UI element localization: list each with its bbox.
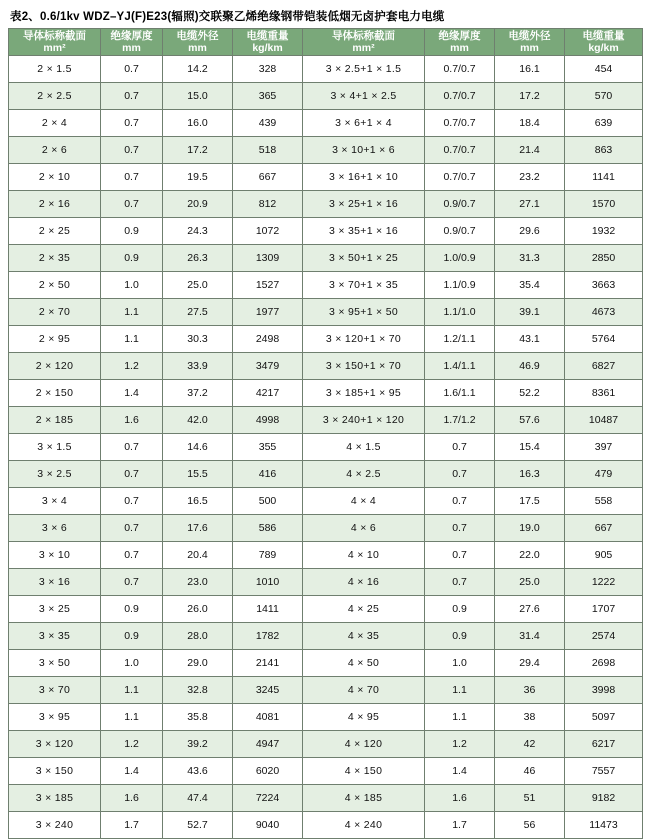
- cell-cable-diameter-2: 38: [495, 704, 565, 731]
- cell-cable-diameter-2: 19.0: [495, 515, 565, 542]
- cell-cable-weight-1: 328: [233, 56, 303, 83]
- cell-insulation-thickness-2: 0.7/0.7: [425, 164, 495, 191]
- cell-cable-weight-2: 905: [565, 542, 643, 569]
- cell-insulation-thickness-1: 1.0: [101, 272, 163, 299]
- cell-insulation-thickness-1: 0.7: [101, 83, 163, 110]
- cell-cable-diameter-1: 15.5: [163, 461, 233, 488]
- cell-insulation-thickness-1: 1.0: [101, 650, 163, 677]
- cell-cable-weight-1: 4217: [233, 380, 303, 407]
- cell-cable-diameter-2: 21.4: [495, 137, 565, 164]
- cell-conductor-section-2: 4 × 185: [303, 785, 425, 812]
- cell-cable-weight-2: 639: [565, 110, 643, 137]
- cell-conductor-section-2: 3 × 150+1 × 70: [303, 353, 425, 380]
- cell-conductor-section-2: 3 × 95+1 × 50: [303, 299, 425, 326]
- table-row: [9, 542, 643, 569]
- cell-cable-weight-1: 518: [233, 137, 303, 164]
- cell-insulation-thickness-1: 0.7: [101, 137, 163, 164]
- cell-cable-diameter-2: 57.6: [495, 407, 565, 434]
- cell-cable-weight-1: 365: [233, 83, 303, 110]
- table-row: [9, 245, 643, 272]
- cell-insulation-thickness-1: 0.7: [101, 515, 163, 542]
- cell-cable-weight-1: 1072: [233, 218, 303, 245]
- cell-cable-weight-2: 667: [565, 515, 643, 542]
- cell-conductor-section-1: 3 × 240: [9, 812, 101, 839]
- cell-cable-weight-1: 2141: [233, 650, 303, 677]
- cell-cable-diameter-1: 42.0: [163, 407, 233, 434]
- table-row: [9, 461, 643, 488]
- cell-insulation-thickness-1: 1.7: [101, 812, 163, 839]
- cell-cable-weight-2: 2574: [565, 623, 643, 650]
- cell-insulation-thickness-1: 1.4: [101, 380, 163, 407]
- cell-insulation-thickness-2: 1.0/0.9: [425, 245, 495, 272]
- cell-cable-weight-1: 355: [233, 434, 303, 461]
- cell-cable-weight-1: 7224: [233, 785, 303, 812]
- cell-conductor-section-2: 3 × 6+1 × 4: [303, 110, 425, 137]
- cell-cable-diameter-2: 25.0: [495, 569, 565, 596]
- cell-conductor-section-2: 3 × 50+1 × 25: [303, 245, 425, 272]
- column-header-cable-weight-1: 电缆重量 kg/km: [233, 29, 303, 56]
- cell-conductor-section-1: 3 × 35: [9, 623, 101, 650]
- cell-cable-diameter-1: 30.3: [163, 326, 233, 353]
- cell-cable-diameter-2: 16.1: [495, 56, 565, 83]
- cell-insulation-thickness-1: 1.4: [101, 758, 163, 785]
- cell-insulation-thickness-1: 0.7: [101, 569, 163, 596]
- cell-cable-diameter-2: 29.4: [495, 650, 565, 677]
- cell-cable-diameter-1: 16.5: [163, 488, 233, 515]
- cell-cable-weight-2: 570: [565, 83, 643, 110]
- cell-conductor-section-2: 3 × 120+1 × 70: [303, 326, 425, 353]
- cell-insulation-thickness-2: 0.7: [425, 515, 495, 542]
- cell-cable-diameter-1: 14.2: [163, 56, 233, 83]
- table-header: [9, 29, 643, 56]
- cell-cable-weight-1: 812: [233, 191, 303, 218]
- cell-conductor-section-1: 2 × 16: [9, 191, 101, 218]
- cell-insulation-thickness-1: 0.9: [101, 218, 163, 245]
- cell-conductor-section-2: 4 × 1.5: [303, 434, 425, 461]
- cell-conductor-section-2: 3 × 70+1 × 35: [303, 272, 425, 299]
- cell-conductor-section-1: 3 × 2.5: [9, 461, 101, 488]
- cell-conductor-section-1: 3 × 10: [9, 542, 101, 569]
- cell-insulation-thickness-2: 1.6: [425, 785, 495, 812]
- cell-cable-weight-1: 1977: [233, 299, 303, 326]
- cell-cable-weight-2: 1707: [565, 596, 643, 623]
- table-row: [9, 434, 643, 461]
- cell-cable-weight-1: 439: [233, 110, 303, 137]
- cell-conductor-section-1: 2 × 4: [9, 110, 101, 137]
- cell-cable-weight-1: 3245: [233, 677, 303, 704]
- cell-insulation-thickness-2: 1.7: [425, 812, 495, 839]
- cell-cable-diameter-2: 36: [495, 677, 565, 704]
- cell-insulation-thickness-2: 0.9/0.7: [425, 218, 495, 245]
- cell-cable-weight-2: 2698: [565, 650, 643, 677]
- cell-cable-diameter-2: 17.2: [495, 83, 565, 110]
- cell-cable-diameter-1: 17.2: [163, 137, 233, 164]
- table-row: [9, 731, 643, 758]
- cell-conductor-section-1: 2 × 25: [9, 218, 101, 245]
- cell-cable-diameter-2: 43.1: [495, 326, 565, 353]
- cell-conductor-section-2: 3 × 2.5+1 × 1.5: [303, 56, 425, 83]
- cell-insulation-thickness-2: 0.9: [425, 596, 495, 623]
- cell-conductor-section-1: 2 × 95: [9, 326, 101, 353]
- table-row: [9, 380, 643, 407]
- table-header-row: [9, 29, 643, 56]
- table-body: [9, 56, 643, 839]
- cell-cable-diameter-1: 39.2: [163, 731, 233, 758]
- cell-conductor-section-1: 2 × 1.5: [9, 56, 101, 83]
- cell-insulation-thickness-2: 1.4: [425, 758, 495, 785]
- cell-cable-weight-2: 4673: [565, 299, 643, 326]
- cell-insulation-thickness-1: 0.7: [101, 461, 163, 488]
- cell-insulation-thickness-2: 1.1: [425, 704, 495, 731]
- table-row: [9, 758, 643, 785]
- cell-conductor-section-2: 4 × 25: [303, 596, 425, 623]
- cell-cable-diameter-2: 31.4: [495, 623, 565, 650]
- table-caption: 表2、0.6/1kv WDZ–YJ(F)E23(辐照)交联聚乙烯绝缘钢带铠装低烟无卤护套电力电缆: [10, 11, 445, 23]
- cell-conductor-section-1: 2 × 120: [9, 353, 101, 380]
- cell-conductor-section-1: 2 × 2.5: [9, 83, 101, 110]
- cell-conductor-section-1: 3 × 6: [9, 515, 101, 542]
- column-header-conductor-section-1: 导体标称截面 mm²: [9, 29, 101, 56]
- table-row: [9, 812, 643, 839]
- cell-insulation-thickness-1: 0.9: [101, 596, 163, 623]
- cell-conductor-section-1: 3 × 185: [9, 785, 101, 812]
- cell-insulation-thickness-2: 0.7/0.7: [425, 83, 495, 110]
- cell-cable-weight-1: 416: [233, 461, 303, 488]
- table-row: [9, 407, 643, 434]
- cell-cable-diameter-2: 27.1: [495, 191, 565, 218]
- cell-conductor-section-1: 2 × 50: [9, 272, 101, 299]
- table-row: [9, 326, 643, 353]
- column-header-cable-diameter-2: 电缆外径 mm: [495, 29, 565, 56]
- cell-conductor-section-1: 3 × 70: [9, 677, 101, 704]
- cell-cable-weight-2: 479: [565, 461, 643, 488]
- cell-cable-diameter-2: 15.4: [495, 434, 565, 461]
- cell-cable-weight-1: 9040: [233, 812, 303, 839]
- cell-cable-weight-2: 1932: [565, 218, 643, 245]
- cell-conductor-section-2: 4 × 120: [303, 731, 425, 758]
- cell-insulation-thickness-2: 0.7/0.7: [425, 56, 495, 83]
- cell-insulation-thickness-1: 1.2: [101, 731, 163, 758]
- cell-conductor-section-2: 4 × 240: [303, 812, 425, 839]
- cell-cable-weight-2: 8361: [565, 380, 643, 407]
- cell-cable-weight-2: 3663: [565, 272, 643, 299]
- cell-cable-diameter-1: 33.9: [163, 353, 233, 380]
- cell-cable-diameter-1: 43.6: [163, 758, 233, 785]
- cell-cable-weight-1: 789: [233, 542, 303, 569]
- cell-cable-weight-1: 1309: [233, 245, 303, 272]
- cell-cable-diameter-2: 46.9: [495, 353, 565, 380]
- cell-cable-weight-2: 10487: [565, 407, 643, 434]
- table-row: [9, 272, 643, 299]
- cell-insulation-thickness-2: 1.2: [425, 731, 495, 758]
- cell-cable-diameter-1: 23.0: [163, 569, 233, 596]
- cell-cable-diameter-2: 46: [495, 758, 565, 785]
- cell-conductor-section-1: 3 × 50: [9, 650, 101, 677]
- cell-cable-diameter-2: 29.6: [495, 218, 565, 245]
- cell-insulation-thickness-2: 0.7: [425, 569, 495, 596]
- cell-insulation-thickness-2: 1.1/1.0: [425, 299, 495, 326]
- cell-cable-diameter-1: 15.0: [163, 83, 233, 110]
- table-row: [9, 137, 643, 164]
- cell-cable-diameter-2: 17.5: [495, 488, 565, 515]
- cell-cable-diameter-1: 26.0: [163, 596, 233, 623]
- table-row: [9, 299, 643, 326]
- table-row: [9, 56, 643, 83]
- cell-conductor-section-2: 4 × 6: [303, 515, 425, 542]
- cell-cable-weight-1: 4081: [233, 704, 303, 731]
- cell-cable-weight-1: 1010: [233, 569, 303, 596]
- cell-conductor-section-1: 3 × 95: [9, 704, 101, 731]
- cell-cable-diameter-2: 39.1: [495, 299, 565, 326]
- cell-cable-diameter-1: 16.0: [163, 110, 233, 137]
- cell-cable-diameter-1: 35.8: [163, 704, 233, 731]
- cell-insulation-thickness-2: 1.6/1.1: [425, 380, 495, 407]
- cell-conductor-section-1: 2 × 70: [9, 299, 101, 326]
- cell-cable-weight-1: 3479: [233, 353, 303, 380]
- column-header-insulation-thickness-1: 绝缘厚度 mm: [101, 29, 163, 56]
- cell-conductor-section-2: 3 × 240+1 × 120: [303, 407, 425, 434]
- cell-conductor-section-2: 4 × 4: [303, 488, 425, 515]
- cell-conductor-section-1: 2 × 6: [9, 137, 101, 164]
- cell-cable-diameter-1: 24.3: [163, 218, 233, 245]
- cell-cable-weight-2: 5764: [565, 326, 643, 353]
- cell-cable-diameter-1: 27.5: [163, 299, 233, 326]
- table-row: [9, 218, 643, 245]
- cell-insulation-thickness-1: 0.7: [101, 488, 163, 515]
- cell-cable-weight-2: 454: [565, 56, 643, 83]
- cell-cable-weight-2: 397: [565, 434, 643, 461]
- cell-conductor-section-2: 4 × 150: [303, 758, 425, 785]
- table-row: [9, 677, 643, 704]
- cell-conductor-section-1: 3 × 16: [9, 569, 101, 596]
- cell-insulation-thickness-2: 0.7: [425, 542, 495, 569]
- cell-conductor-section-1: 3 × 150: [9, 758, 101, 785]
- cell-cable-diameter-1: 20.9: [163, 191, 233, 218]
- cell-cable-weight-2: 2850: [565, 245, 643, 272]
- cell-insulation-thickness-1: 1.1: [101, 704, 163, 731]
- cell-insulation-thickness-1: 0.7: [101, 191, 163, 218]
- cell-cable-diameter-1: 17.6: [163, 515, 233, 542]
- cell-insulation-thickness-1: 0.7: [101, 164, 163, 191]
- cell-cable-weight-2: 1222: [565, 569, 643, 596]
- column-header-cable-diameter-1: 电缆外径 mm: [163, 29, 233, 56]
- cell-insulation-thickness-1: 0.7: [101, 56, 163, 83]
- cell-insulation-thickness-2: 1.1: [425, 677, 495, 704]
- cell-cable-diameter-2: 42: [495, 731, 565, 758]
- table-row: [9, 515, 643, 542]
- cell-cable-diameter-2: 22.0: [495, 542, 565, 569]
- cell-conductor-section-1: 3 × 120: [9, 731, 101, 758]
- column-header-insulation-thickness-2: 绝缘厚度 mm: [425, 29, 495, 56]
- cell-insulation-thickness-1: 0.7: [101, 110, 163, 137]
- cell-conductor-section-2: 3 × 4+1 × 2.5: [303, 83, 425, 110]
- cell-cable-weight-1: 1782: [233, 623, 303, 650]
- cell-conductor-section-2: 4 × 10: [303, 542, 425, 569]
- table-row: [9, 83, 643, 110]
- cell-cable-diameter-1: 28.0: [163, 623, 233, 650]
- cell-cable-diameter-1: 26.3: [163, 245, 233, 272]
- cell-cable-weight-2: 11473: [565, 812, 643, 839]
- cell-cable-weight-1: 4998: [233, 407, 303, 434]
- cell-insulation-thickness-2: 1.0: [425, 650, 495, 677]
- cell-conductor-section-1: 3 × 4: [9, 488, 101, 515]
- cell-insulation-thickness-1: 1.6: [101, 785, 163, 812]
- cell-insulation-thickness-2: 0.9: [425, 623, 495, 650]
- table-row: [9, 704, 643, 731]
- column-header-cable-weight-2: 电缆重量 kg/km: [565, 29, 643, 56]
- cell-cable-weight-2: 1570: [565, 191, 643, 218]
- cell-conductor-section-1: 2 × 150: [9, 380, 101, 407]
- cell-cable-weight-1: 586: [233, 515, 303, 542]
- cell-insulation-thickness-2: 0.7/0.7: [425, 110, 495, 137]
- cell-conductor-section-2: 3 × 25+1 × 16: [303, 191, 425, 218]
- cell-cable-weight-1: 667: [233, 164, 303, 191]
- table-row: [9, 596, 643, 623]
- table-row: [9, 110, 643, 137]
- cell-cable-weight-1: 4947: [233, 731, 303, 758]
- cell-insulation-thickness-2: 1.4/1.1: [425, 353, 495, 380]
- cell-cable-diameter-1: 52.7: [163, 812, 233, 839]
- cell-cable-diameter-1: 25.0: [163, 272, 233, 299]
- cell-cable-weight-2: 1141: [565, 164, 643, 191]
- cell-conductor-section-2: 3 × 10+1 × 6: [303, 137, 425, 164]
- cell-conductor-section-2: 4 × 50: [303, 650, 425, 677]
- cell-cable-weight-1: 1527: [233, 272, 303, 299]
- cell-insulation-thickness-2: 0.7/0.7: [425, 137, 495, 164]
- cell-cable-weight-1: 6020: [233, 758, 303, 785]
- cell-cable-diameter-1: 19.5: [163, 164, 233, 191]
- cell-insulation-thickness-2: 1.2/1.1: [425, 326, 495, 353]
- cell-cable-weight-2: 558: [565, 488, 643, 515]
- cell-cable-diameter-2: 51: [495, 785, 565, 812]
- cell-cable-weight-1: 2498: [233, 326, 303, 353]
- cell-insulation-thickness-2: 0.7: [425, 461, 495, 488]
- cell-conductor-section-2: 3 × 16+1 × 10: [303, 164, 425, 191]
- cell-conductor-section-1: 2 × 10: [9, 164, 101, 191]
- cell-cable-diameter-2: 27.6: [495, 596, 565, 623]
- cell-insulation-thickness-2: 1.7/1.2: [425, 407, 495, 434]
- cell-insulation-thickness-2: 0.9/0.7: [425, 191, 495, 218]
- table-row: [9, 650, 643, 677]
- cell-insulation-thickness-1: 1.1: [101, 299, 163, 326]
- cell-cable-weight-2: 9182: [565, 785, 643, 812]
- cell-cable-diameter-2: 23.2: [495, 164, 565, 191]
- cell-cable-weight-2: 3998: [565, 677, 643, 704]
- cell-insulation-thickness-1: 1.2: [101, 353, 163, 380]
- cell-cable-diameter-1: 29.0: [163, 650, 233, 677]
- cell-cable-diameter-2: 16.3: [495, 461, 565, 488]
- cell-cable-diameter-2: 52.2: [495, 380, 565, 407]
- cell-cable-diameter-1: 47.4: [163, 785, 233, 812]
- cell-cable-diameter-1: 14.6: [163, 434, 233, 461]
- cell-cable-diameter-2: 31.3: [495, 245, 565, 272]
- table-row: [9, 191, 643, 218]
- cell-insulation-thickness-2: 1.1/0.9: [425, 272, 495, 299]
- cell-cable-weight-1: 1411: [233, 596, 303, 623]
- cell-cable-weight-2: 863: [565, 137, 643, 164]
- table-row: [9, 623, 643, 650]
- cell-insulation-thickness-1: 0.7: [101, 434, 163, 461]
- cell-conductor-section-2: 3 × 35+1 × 16: [303, 218, 425, 245]
- table-row: [9, 488, 643, 515]
- cell-cable-weight-2: 6827: [565, 353, 643, 380]
- cell-cable-diameter-2: 18.4: [495, 110, 565, 137]
- cell-insulation-thickness-1: 1.1: [101, 677, 163, 704]
- cell-cable-diameter-1: 37.2: [163, 380, 233, 407]
- cell-insulation-thickness-1: 0.9: [101, 623, 163, 650]
- cell-insulation-thickness-2: 0.7: [425, 434, 495, 461]
- cell-conductor-section-1: 3 × 25: [9, 596, 101, 623]
- table-row: [9, 353, 643, 380]
- cell-cable-diameter-1: 20.4: [163, 542, 233, 569]
- cell-cable-diameter-1: 32.8: [163, 677, 233, 704]
- table-row: [9, 569, 643, 596]
- cable-specification-table: [8, 28, 643, 839]
- cell-conductor-section-2: 3 × 185+1 × 95: [303, 380, 425, 407]
- table-row: [9, 785, 643, 812]
- cell-cable-weight-2: 6217: [565, 731, 643, 758]
- cell-conductor-section-1: 2 × 185: [9, 407, 101, 434]
- table-row: [9, 164, 643, 191]
- cell-insulation-thickness-1: 1.1: [101, 326, 163, 353]
- cell-conductor-section-2: 4 × 95: [303, 704, 425, 731]
- cell-cable-weight-1: 500: [233, 488, 303, 515]
- cell-cable-diameter-2: 35.4: [495, 272, 565, 299]
- column-header-conductor-section-2: 导体标称截面 mm²: [303, 29, 425, 56]
- cell-conductor-section-2: 4 × 35: [303, 623, 425, 650]
- cell-insulation-thickness-1: 0.9: [101, 245, 163, 272]
- cell-conductor-section-2: 4 × 2.5: [303, 461, 425, 488]
- cell-cable-weight-2: 7557: [565, 758, 643, 785]
- cell-conductor-section-1: 3 × 1.5: [9, 434, 101, 461]
- cell-conductor-section-2: 4 × 70: [303, 677, 425, 704]
- cell-conductor-section-2: 4 × 16: [303, 569, 425, 596]
- cell-insulation-thickness-2: 0.7: [425, 488, 495, 515]
- cell-cable-diameter-2: 56: [495, 812, 565, 839]
- cell-insulation-thickness-1: 1.6: [101, 407, 163, 434]
- cell-insulation-thickness-1: 0.7: [101, 542, 163, 569]
- cell-cable-weight-2: 5097: [565, 704, 643, 731]
- cell-conductor-section-1: 2 × 35: [9, 245, 101, 272]
